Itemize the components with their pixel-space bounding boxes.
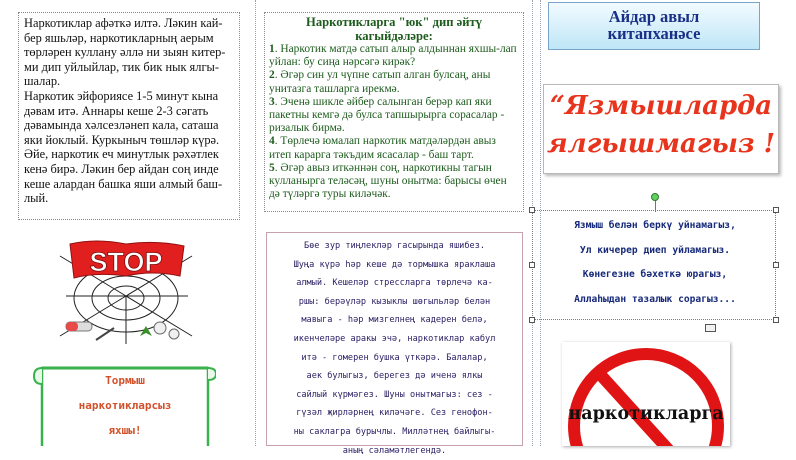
stop-drugs-picture[interactable] [56, 236, 196, 348]
stress-line: ршы: берәүләр кызыклы шөгыльләр белән [298, 296, 491, 307]
slogan-wordart[interactable] [543, 84, 779, 174]
resize-handle-tr[interactable] [773, 207, 779, 213]
stress-text-box[interactable] [266, 232, 523, 456]
intro-paragraph-2: Наркотик эйфориясе 1-5 минут кына дәвам итә. Аннары кеше 2-3 сәгать дәвамында хәлсезләнеп кала, саташа яки йоклый. Куркыныч төшләр күрә. Әйе, наркотик еч минутлык рәхәтлек кенә бирә. Ләкин бер айдан соң инде кеше алардан башка яши алмый баш-лый. [24, 88, 223, 206]
poem-line-1: Язмыш белән беркү уйнамагыз, [574, 220, 736, 231]
intro-text-box[interactable] [18, 12, 240, 220]
resize-handle-br[interactable] [773, 317, 779, 323]
library-title-line-2: китапханәсе [607, 24, 701, 43]
stress-line: аның сәламәтлегендә. [342, 445, 447, 456]
resize-handle-tl[interactable] [529, 207, 535, 213]
slogan-line-1: “Язмышларда [549, 91, 773, 121]
resize-handle-bl[interactable] [529, 317, 535, 323]
rule-item: 1. Наркотик матдә сатып алыр алдыннан яхшы-лап уйлан: бу сиңа нәрсәгә кирәк? [269, 43, 517, 69]
stress-line: ны саклагра бурычлы. Милләтнең байлыгы- [293, 426, 496, 437]
stop-web-illustration [56, 236, 196, 348]
scroll-line-2: наркотикларсыз [78, 399, 172, 412]
column-guide-left [255, 0, 256, 446]
scroll-line-1: Тормыш [105, 374, 145, 387]
stress-line: итә - гомерен бушка үткәрә. Балалар, [301, 352, 488, 363]
rules-heading-line-2: кагыйдәләре: [355, 29, 433, 43]
stress-line: Бөе зур тиңлекләр гасырында яшибез. [303, 241, 486, 251]
stress-line: Шуңа күрә һәр кеше дә тормышка яраклаша [293, 259, 496, 270]
slogan-line-2: ялгышмагыз ! [546, 129, 776, 159]
stop-word: STOP [89, 247, 163, 277]
stress-line: алмый. Кешеләр стрессларга төрлечә ка- [296, 278, 493, 289]
stress-line: сайлый күрмәгез. Шуны онытмагыз: сез - [296, 389, 493, 400]
poem-line-4: Аллаһыдан тазалык сорагыз... [574, 293, 736, 305]
library-title-banner[interactable] [548, 2, 760, 50]
stress-line: икенчеләре аракы эчә, наркотиклар кабул [293, 333, 496, 344]
library-title-line-1: Айдар авыл [608, 7, 700, 26]
scroll-line-3: яхшы! [108, 424, 142, 437]
anchor-icon[interactable] [705, 324, 716, 332]
rotate-handle[interactable] [651, 193, 659, 201]
rule-item: 4. Төрлечә юмалап наркотик матдәләрдән авыз итеп карарга тәкъдим ясасалар - баш тарт. [269, 135, 496, 161]
rule-item: 2. Әгәр син ул чүпне сатып алган булсаң, аны унитазга ташларга ирекмә. [269, 69, 491, 95]
poem-text-box[interactable] [537, 210, 773, 316]
rule-item: 5. Әгәр авыз иткәннән соң, наркотикны тагын кулланырга теләсәң, шуны онытма: барысы өчен дә түләргә туры киләчәк. [269, 161, 507, 201]
stress-line: аек булыгыз, берегез дә иченә ялкы [306, 371, 483, 382]
no-drugs-label: наркотикларга [568, 404, 724, 424]
prohibition-icon [562, 342, 730, 446]
rules-text-box[interactable] [264, 12, 524, 212]
rule-item: 3. Эченә шикле әйбер салынган берәр кап яки пакетны кемгә дә булса тапшырырга сорасалар - ризалык бирмә. [269, 95, 505, 135]
resize-handle-r[interactable] [773, 262, 779, 268]
life-without-drugs-scroll[interactable] [32, 360, 216, 446]
resize-handle-l[interactable] [529, 262, 535, 268]
stress-line: гүзәл җирләрнең киләчәге. Сез генофон- [296, 408, 493, 419]
intro-paragraph-1: Наркотиклар афәткә илтә. Ләкин кай-бер яшьләр, наркотикларның аерым төрләрен куллану әллә ни зыян китер-ми дип уйлыйлар, тик бик нык ялгы-шалар. [24, 16, 226, 89]
rules-heading-line-1: Наркотикларга "юк" дип әйтү [306, 15, 482, 29]
no-drugs-sign[interactable] [562, 342, 730, 446]
poem-line-2: Ул кичерер диеп уйламагыз. [579, 244, 731, 256]
poem-line-3: Көнегезне бәхеткә юрагыз, [582, 269, 728, 280]
stress-line: мавыга - һәр мизгелнең кадерен белә, [301, 315, 488, 326]
